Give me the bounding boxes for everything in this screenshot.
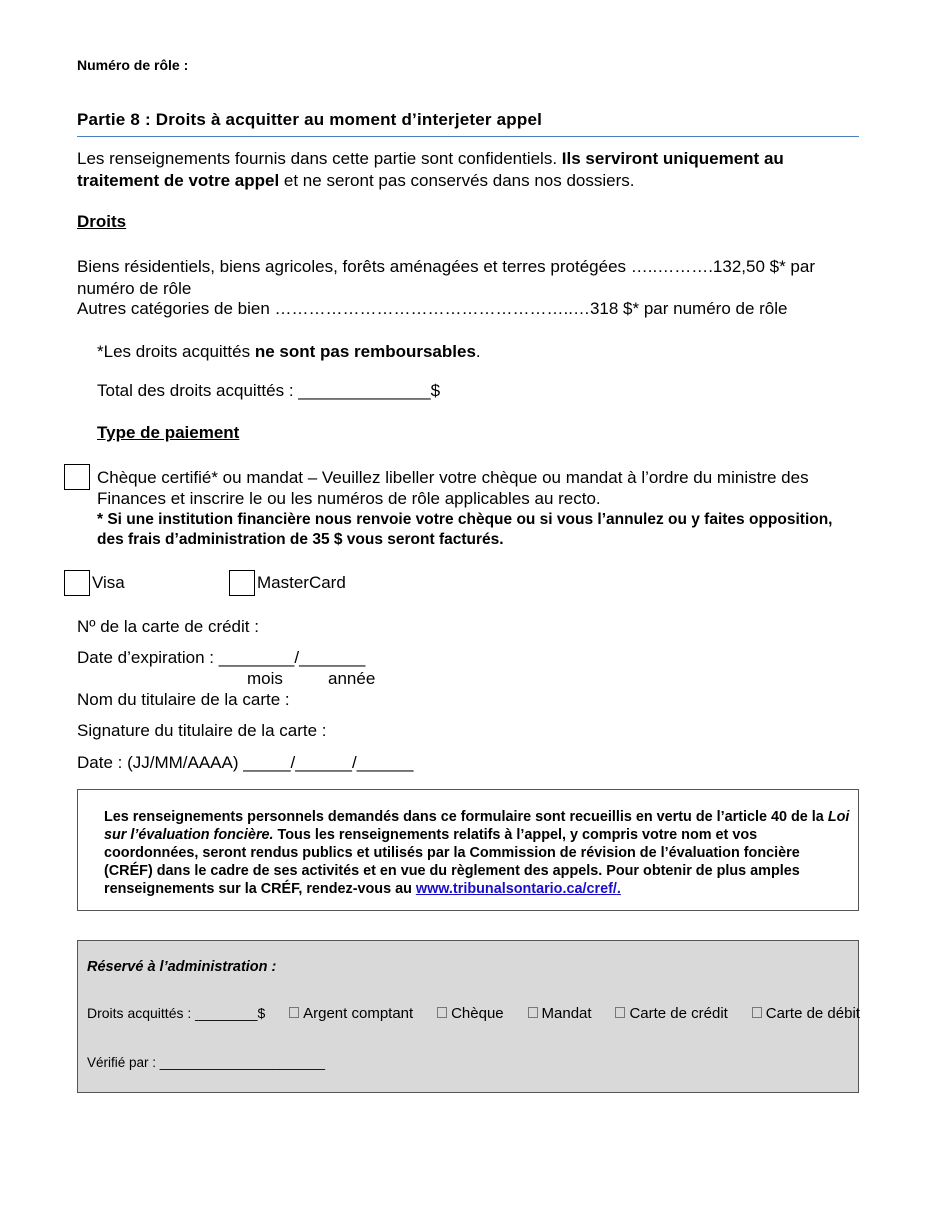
- admin-option-label: Chèque: [451, 1005, 504, 1022]
- admin-reserved-box: [77, 940, 859, 1093]
- admin-title: Réservé à l’administration :: [87, 959, 277, 975]
- fees-heading: Droits: [77, 212, 127, 231]
- expiry-year-caption: année: [328, 669, 376, 688]
- cheque-warning: * Si une institution financière nous renvoie votre chèque ou si vous l’annulez ou y faites opposition, des frais d’administration de 35 $ vous seront facturés.: [97, 511, 833, 548]
- mastercard-checkbox[interactable]: [229, 570, 255, 596]
- role-number-label: Numéro de rôle :: [77, 57, 189, 73]
- admin-payment-row: [87, 1005, 860, 1022]
- admin-option-money-order[interactable]: [528, 1005, 592, 1022]
- admin-option-label: Carte de crédit: [629, 1005, 728, 1022]
- card-holder-signature-field[interactable]: Signature du titulaire de la carte :: [77, 721, 327, 740]
- intro-text-bold: Ils serviront uniquement au traitement de votre appel: [77, 149, 784, 190]
- admin-option-cash[interactable]: [289, 1005, 413, 1022]
- privacy-law-title: Loi sur l’évaluation foncière.: [104, 809, 850, 843]
- privacy-notice-text: [104, 808, 852, 898]
- card-number-field[interactable]: Nº de la carte de crédit :: [77, 617, 259, 636]
- checkbox-icon: [289, 1007, 299, 1018]
- part-title: Partie 8 : Droits à acquitter au moment d’interjeter appel: [77, 110, 543, 129]
- fee-other: Autres catégories de bien ……………………………………………..…318 $* par numéro de rôle: [77, 299, 788, 318]
- fee-residential: Biens résidentiels, biens agricoles, forêts aménagées et terres protégées …..……….132,50 $* par numéro de rôle: [77, 257, 815, 298]
- admin-option-credit-card[interactable]: [615, 1005, 727, 1022]
- privacy-part1: Les renseignements personnels demandés dans ce formulaire sont recueillis en vertu de l’article 40 de la: [104, 809, 824, 825]
- checkbox-icon: [437, 1007, 447, 1018]
- expiry-date-field[interactable]: Date d’expiration : ________/_______: [77, 648, 366, 667]
- admin-option-label: Carte de débit: [765, 1005, 860, 1022]
- admin-option-cheque[interactable]: [437, 1005, 504, 1022]
- card-holder-name-field[interactable]: Nom du titulaire de la carte :: [77, 690, 290, 709]
- privacy-part2: Tous les renseignements relatifs à l’appel, y compris votre nom et vos coordonnées, seront rendus publics et utilisés par la Commission de révision de l’évaluation foncière (CRÉF) dans le cadre de ses activités et en vue du règlement des appels. Pour obtenir de plus amples renseignements sur la CRÉF, rendez-vous au: [104, 827, 800, 897]
- intro-paragraph: [77, 148, 867, 192]
- date-field[interactable]: Date : (JJ/MM/AAAA) _____/______/______: [77, 753, 414, 772]
- mastercard-label: MasterCard: [257, 573, 346, 592]
- non-refundable-suffix: .: [475, 342, 481, 361]
- checkbox-icon: [615, 1007, 625, 1018]
- visa-checkbox[interactable]: [64, 570, 90, 596]
- admin-verified-by-field[interactable]: Vérifié par : ______________________: [87, 1055, 325, 1070]
- cheque-description: Chèque certifié* ou mandat – Veuillez libeller votre chèque ou mandat à l’ordre du ministre des Finances et inscrire le ou les numéros de rôle applicables au recto.: [97, 468, 809, 508]
- visa-label: Visa: [92, 573, 125, 592]
- non-refundable-prefix: *Les droits acquittés: [97, 342, 251, 361]
- intro-text: Les renseignements fournis dans cette partie sont confidentiels.: [77, 149, 558, 168]
- non-refundable-note: [97, 341, 481, 363]
- total-fees-field[interactable]: Total des droits acquittés : ______________$: [97, 381, 441, 400]
- title-divider: [77, 136, 859, 137]
- tribunal-link[interactable]: www.tribunalsontario.ca/cref/: [415, 881, 617, 897]
- admin-option-label: Argent comptant: [303, 1005, 414, 1022]
- expiry-month-caption: mois: [247, 669, 283, 688]
- privacy-notice-box: [77, 789, 859, 911]
- intro-text-end: et ne seront pas conservés dans nos dossiers.: [283, 171, 635, 190]
- payment-type-heading: Type de paiement: [97, 423, 240, 442]
- admin-fees-paid-field[interactable]: Droits acquittés : ________$: [87, 1005, 266, 1021]
- admin-option-label: Mandat: [541, 1005, 592, 1022]
- checkbox-icon: [528, 1007, 538, 1018]
- tribunal-link-end[interactable]: .: [616, 881, 621, 897]
- checkbox-icon: [752, 1007, 762, 1018]
- non-refundable-bold: ne sont pas remboursables: [254, 342, 476, 361]
- admin-option-debit-card[interactable]: [752, 1005, 860, 1022]
- cheque-checkbox[interactable]: [64, 464, 90, 490]
